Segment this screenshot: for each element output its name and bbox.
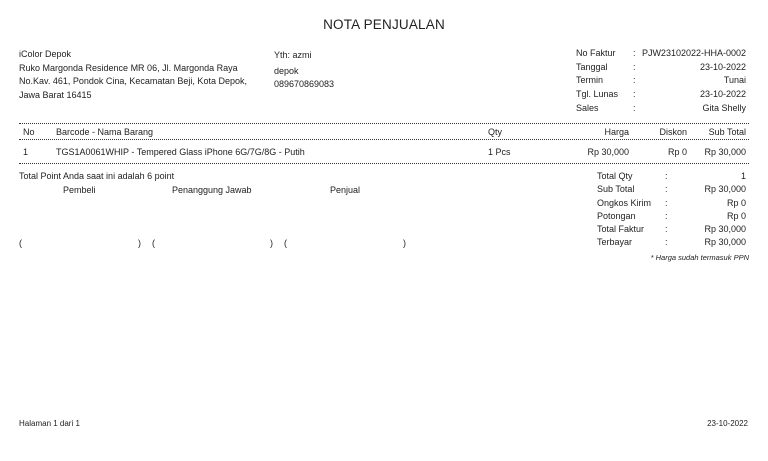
items-table [19,125,749,159]
col-header-item: Barcode - Nama Barang [56,127,154,137]
summary-row [597,197,746,210]
separator-bottom [19,163,749,164]
buyer-city: depok [274,66,299,76]
summary-invoice-total: Rp 30,000 [704,224,746,235]
table-row [19,145,749,159]
seller-address-line: No.Kav. 461, Pondok Cina, Kecamatan Beji, Kota Depok, [19,76,247,86]
signature-seller-label: Penjual [330,185,361,195]
summary-label: Total Faktur [597,224,645,235]
invoice-sales: Gita Shelly [702,102,746,113]
page-indicator: Halaman 1 dari 1 [19,419,80,428]
invoice-term: Tunai [723,75,746,86]
invoice-date: 23-10-2022 [699,61,746,72]
row-subtotal: Rp 30,000 [704,147,746,157]
seller-address-line: Ruko Margonda Residence MR 06, Jl. Margonda Raya [19,62,238,73]
row-discount: Rp 0 [667,147,687,157]
invoice-sales-row [576,102,746,116]
summary-shipping: Rp 0 [726,197,746,208]
invoice-paid-date-row [576,88,746,102]
document-title: NOTA PENJUALAN [323,17,445,32]
summary-label: Sub Total [597,184,635,195]
row-item: TGS1A0061WHIP - Tempered Glass iPhone 6G/7G/8G - Putih [56,147,305,157]
col-header-qty: Qty [488,127,503,137]
summary-sep: : [665,237,668,248]
col-header-price: Harga [604,127,629,137]
invoice-date-row [576,61,746,75]
signature-bracket-close: ) [403,238,406,248]
signature-bracket-open: ( [152,238,155,248]
ppn-note: * Harga sudah termasuk PPN [650,253,749,262]
summary-sep: : [665,184,668,195]
seller-name: iColor Depok [19,49,72,59]
signature-bracket-open: ( [19,238,22,248]
row-no: 1 [23,147,29,157]
summary-subtotal: Rp 30,000 [704,184,746,195]
summary-total-qty: 1 [740,171,746,181]
items-table-header [19,125,749,139]
summary-label: Potongan [597,210,636,221]
summary-sep: : [665,171,668,181]
invoice-sep: : [633,89,636,100]
summary-row [597,210,746,223]
summary-row [597,223,746,236]
summary-row [597,170,746,183]
points-note: Total Point Anda saat ini adalah 6 point [19,171,175,181]
signature-bracket-open: ( [284,238,287,248]
buyer-phone: 089670869083 [274,79,335,89]
signature-bracket-close: ) [138,238,141,248]
summary-label: Total Qty [597,171,633,181]
summary-row [597,183,746,196]
summary-label: Terbayar [597,237,633,248]
signature-bracket-close: ) [270,238,273,248]
invoice-sep: : [633,61,636,72]
summary-paid: Rp 30,000 [704,237,746,248]
invoice-sep: : [633,102,636,113]
seller-address-line: Jawa Barat 16415 [19,89,92,100]
invoice-sep: : [633,75,636,86]
row-price: Rp 30,000 [587,147,629,157]
col-header-subtotal: Sub Total [708,127,746,137]
signature-buyer-label: Pembeli [63,185,96,195]
footer-date: 23-10-2022 [707,419,748,428]
summary-sep: : [665,210,668,221]
invoice-label: Tanggal [576,61,608,72]
row-qty: 1 Pcs [488,147,511,157]
buyer-info [274,48,334,91]
invoice-sep: : [633,48,636,58]
invoice-label: Termin [576,75,604,86]
invoice-number-row [576,47,746,61]
invoice-term-row [576,74,746,88]
signature-responsible-label: Penanggung Jawab [172,185,252,195]
summary-table [597,170,746,250]
invoice-paid-date: 23-10-2022 [699,89,746,100]
invoice-meta [576,47,746,116]
summary-sep: : [665,224,668,235]
summary-row [597,236,746,249]
seller-info [19,48,247,102]
summary-sep: : [665,197,668,208]
invoice-number: PJW23102022-HHA-0002 [641,48,746,58]
invoice-label: Tgl. Lunas [576,89,619,100]
summary-discount: Rp 0 [726,210,746,221]
invoice-label: Sales [576,102,599,113]
summary-label: Ongkos Kirim [597,197,652,208]
invoice-label: No Faktur [576,48,616,58]
separator-top [19,123,749,124]
col-header-discount: Diskon [659,127,687,137]
col-header-no: No [23,127,35,137]
buyer-name: Yth: azmi [274,50,312,60]
